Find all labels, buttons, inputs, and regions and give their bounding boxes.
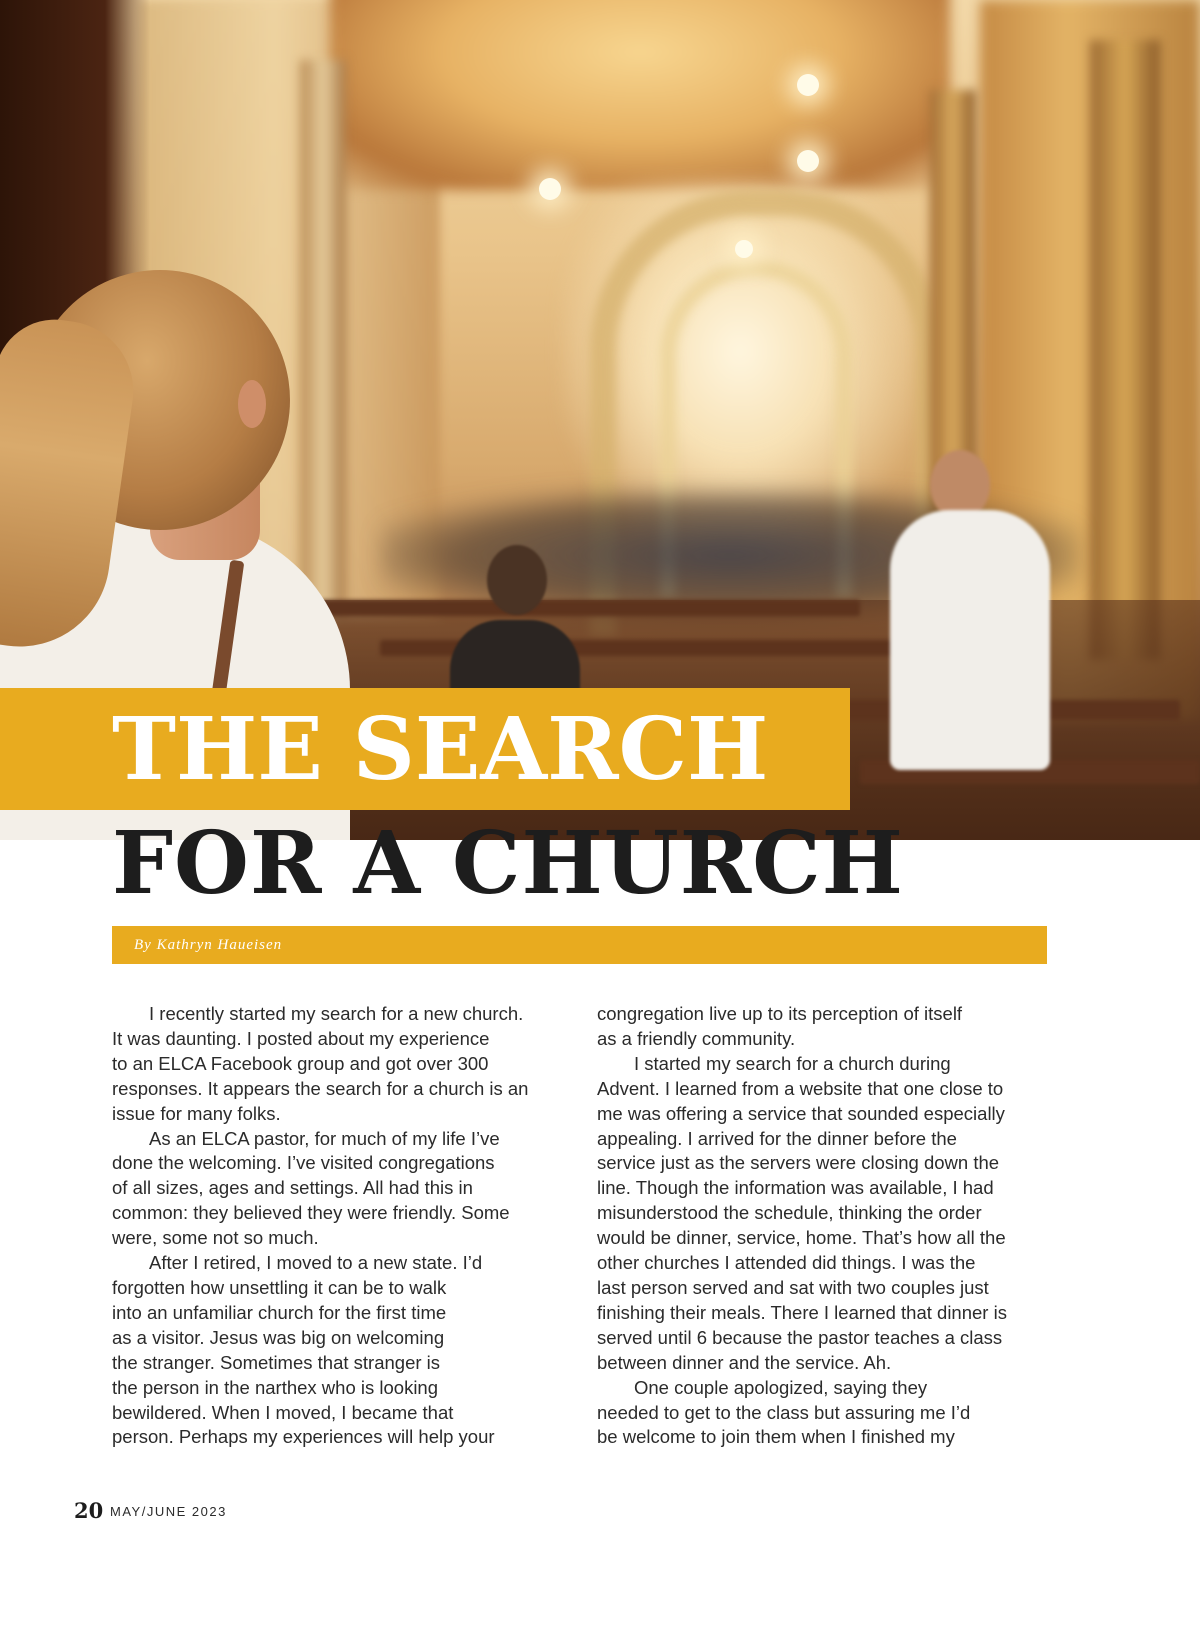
body-line: be welcome to join them when I finished my	[597, 1426, 955, 1448]
body-line: to an ELCA Facebook group and got over 300	[112, 1052, 489, 1074]
body-column-right	[597, 1002, 1047, 1450]
body-line: line. Though the information was available, I had	[597, 1177, 994, 1199]
body-line: I recently started my search for a new church.	[149, 1003, 524, 1024]
hero-column	[300, 60, 346, 620]
body-line: Advent. I learned from a website that one close to	[597, 1077, 1004, 1099]
hero-ceiling-lamp	[539, 178, 561, 200]
body-line: of all sizes, ages and settings. All had this in	[112, 1177, 473, 1199]
body-line: After I retired, I moved to a new state. I’d	[149, 1252, 483, 1274]
article-title-line-2: FOR A CHURCH	[112, 813, 904, 914]
article-title-line-1: THE SEARCH	[112, 699, 769, 800]
hero-ceiling	[330, 0, 950, 190]
body-line: as a friendly community.	[597, 1027, 796, 1049]
body-line: finishing their meals. There I learned that dinner is	[597, 1301, 1007, 1323]
body-line: bewildered. When I moved, I became that	[112, 1401, 454, 1423]
body-line: forgotten how unsettling it can be to walk	[112, 1276, 447, 1298]
body-line: One couple apologized, saying they	[634, 1376, 928, 1398]
body-line: needed to get to the class but assuring me I’d	[597, 1401, 971, 1423]
page-number: 20	[74, 1498, 104, 1523]
body-line: congregation live up to its perception of itself	[597, 1003, 963, 1024]
body-line: person. Perhaps my experiences will help your	[112, 1426, 495, 1448]
hero-woman-ear	[238, 380, 266, 428]
issue-date: MAY/JUNE 2023	[110, 1504, 227, 1519]
hero-ceiling-lamp	[735, 240, 753, 258]
body-line: would be dinner, service, home. That’s how all the	[597, 1227, 1006, 1249]
hero-ceiling-lamp	[797, 74, 819, 96]
body-line: misunderstood the schedule, thinking the order	[597, 1202, 982, 1224]
hero-standing-man	[890, 510, 1050, 770]
hero-column	[1090, 40, 1160, 660]
body-line: appealing. I arrived for the dinner before the	[597, 1127, 957, 1149]
body-line: the person in the narthex who is looking	[112, 1376, 439, 1398]
body-line: into an unfamiliar church for the first time	[112, 1301, 447, 1323]
body-line: other churches I attended did things. I was the	[597, 1252, 976, 1274]
body-line: last person served and sat with two couples just	[597, 1276, 989, 1298]
body-line: As an ELCA pastor, for much of my life I’ve	[149, 1127, 500, 1149]
body-line: me was offering a service that sounded especially	[597, 1102, 1005, 1124]
body-line: It was daunting. I posted about my experience	[112, 1027, 490, 1049]
body-line: served until 6 because the pastor teaches a class	[597, 1326, 1003, 1348]
byline: By Kathryn Haueisen	[134, 937, 283, 953]
body-line: as a visitor. Jesus was big on welcoming	[112, 1326, 445, 1348]
body-line: service just as the servers were closing down the	[597, 1152, 1000, 1174]
hero-seated-woman-head	[487, 545, 547, 615]
body-line: responses. It appears the search for a church is an	[112, 1077, 529, 1099]
hero-pew	[300, 600, 860, 616]
body-line: the stranger. Sometimes that stranger is	[112, 1351, 441, 1373]
body-line: between dinner and the service. Ah.	[597, 1351, 892, 1373]
byline-bar	[112, 926, 1047, 964]
body-line: common: they believed they were friendly. Some	[112, 1202, 510, 1224]
body-line: issue for many folks.	[112, 1102, 281, 1124]
body-line: were, some not so much.	[112, 1227, 319, 1249]
body-line: I started my search for a church during	[634, 1052, 951, 1074]
body-column-left	[112, 1002, 562, 1450]
body-line: done the welcoming. I’ve visited congregations	[112, 1152, 495, 1174]
hero-ceiling-lamp	[797, 150, 819, 172]
